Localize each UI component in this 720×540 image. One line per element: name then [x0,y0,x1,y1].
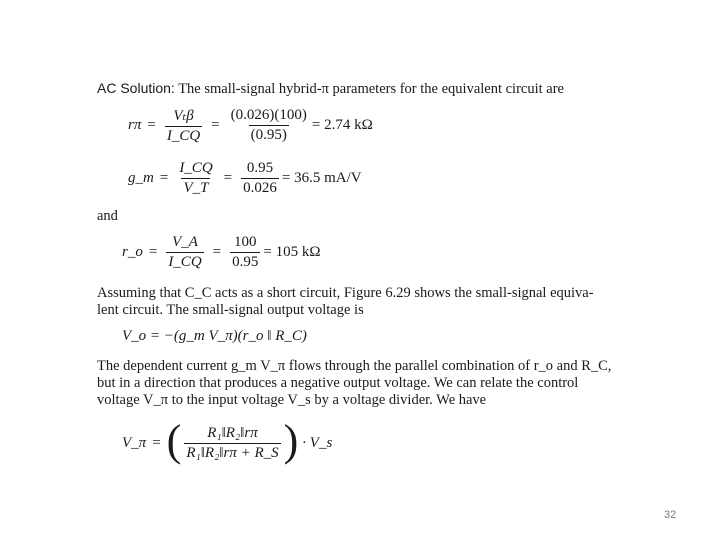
left-paren: ( [166,416,182,465]
fraction [166,234,203,271]
paragraph-line: lent circuit. The small-signal output voltage is [97,302,364,318]
equation-result: = 36.5 mA/V [281,170,362,186]
fraction [165,106,202,145]
heading-line [97,80,564,98]
page-number: 32 [664,509,677,521]
fraction-numerator: V_A [172,234,198,250]
equation-vo: V_o = −(g_m V_π)(r_o ‖ R_C) [122,328,307,344]
paragraph-line: The dependent current g_m V_π flows through the parallel combination of r_o and R_C, [97,358,612,374]
fraction-denominator: R₁‖R₂‖rπ + R_S [186,445,279,461]
equation-r-o: r_o = $\frac{V\_A}{I\_CQ}$ = $\frac{100}{0.95}$ = 105 kΩ [122,234,321,270]
fraction-numerator: 100 [234,234,257,250]
fraction-denominator: V_T [183,180,209,196]
and-text: and [97,208,118,224]
ac-solution-label: AC Solution: [97,80,175,96]
heading-text: The small-signal hybrid-π parameters for the equivalent circuit are [178,81,564,97]
paragraph-line: but in a direction that produces a negative output voltage. We can relate the control [97,375,579,391]
fraction-numerator: Vₜβ [173,108,194,124]
equation-result: = 105 kΩ [263,244,321,260]
fraction-denominator: 0.95 [232,254,259,270]
equation-lhs: r_o [122,244,143,260]
fraction-numerator: (0.026)(100) [230,107,307,123]
fraction-denominator: I_CQ [168,254,202,270]
fraction [229,107,309,144]
fraction-numerator: 0.95 [246,160,274,176]
fraction-denominator: I_CQ [166,128,201,144]
paragraph-line: voltage V_π to the input voltage V_s by a voltage divider. We have [97,392,487,408]
fraction-numerator: I_CQ [179,160,213,176]
right-paren: ) [283,416,299,465]
equation-lhs: g_m [128,170,154,186]
fraction-numerator: R₁‖R₂‖rπ [207,425,258,441]
equation-gm: g_m = $\frac{I\_CQ}{V\_T}$ = $\frac{0.95}{0.026}$ = 36.5 mA/V [128,160,362,196]
paragraph-line: Assuming that C_C acts as a short circuit, Figure 6.29 shows the small-signal equiva- [97,285,594,301]
fraction [177,160,214,197]
fraction [230,234,260,271]
fraction [241,160,279,197]
equation-r-pi: rπ = $\frac{\text{Vₜβ}}{I\_CQ}$ = $\frac{(0.026)(100)}{(0.95)}$ = 2.74 kΩ [128,107,373,144]
equation-tail: · V_s [302,435,333,451]
fraction [184,425,280,462]
fraction-denominator: (0.95) [250,127,287,143]
equation-lhs: rπ [128,117,142,133]
fraction-denominator: 0.026 [243,180,277,196]
equation-lhs: V_π [122,435,147,451]
equation-v-pi: V_π = ( $\frac{\text{R₁‖R₂‖rπ}}{\text{R₁‖R₂‖rπ + R\_S}}$ ) · V_s [122,416,333,465]
equation-result: = 2.74 kΩ [311,117,373,133]
